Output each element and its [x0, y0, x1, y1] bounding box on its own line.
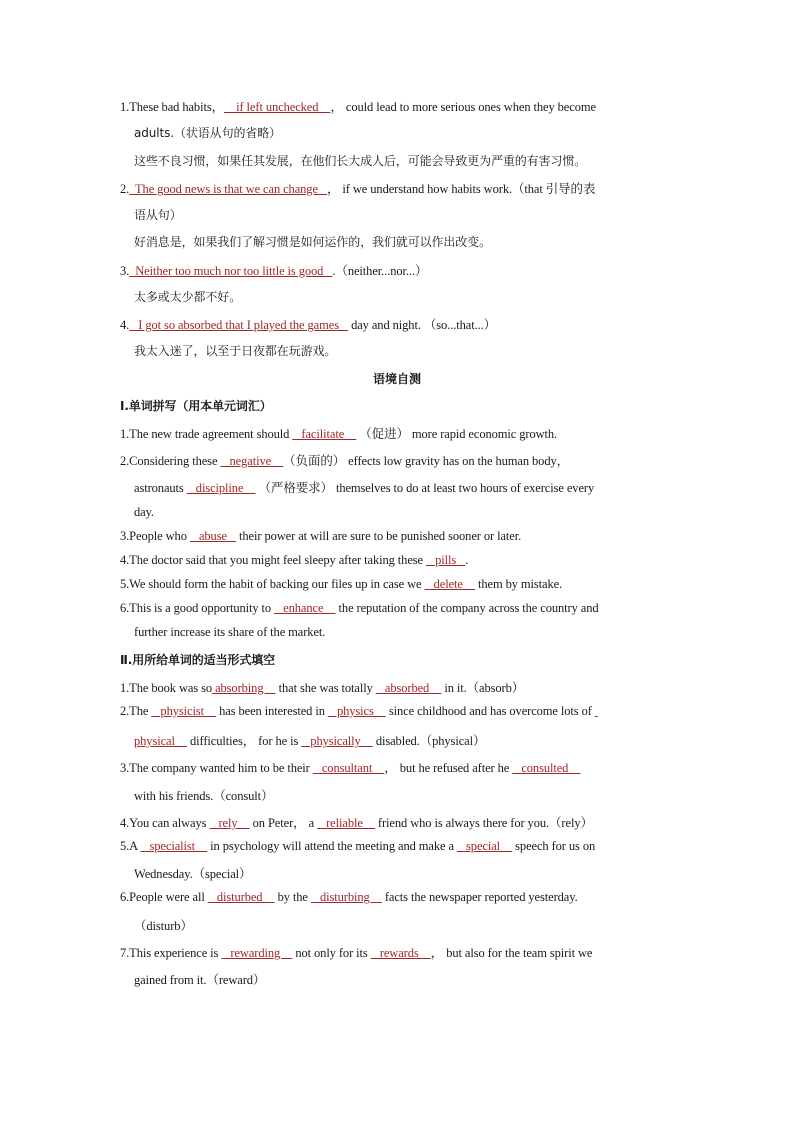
- question-text: 6.People were all: [120, 890, 208, 904]
- answer-blank: reliable: [317, 816, 375, 830]
- answer-blank: disturbing: [310, 890, 382, 904]
- question-text: 5.We should form the habit of backing our files up in case we: [120, 577, 425, 591]
- answer-blank: discipline: [186, 481, 256, 495]
- sentence-1-translation: 这些不良习惯，如果任其发展，在他们长大成人后，可能会导致更为严重的有害习惯。: [134, 154, 587, 168]
- p1-q6-cont: further increase its share of the market.: [134, 625, 326, 639]
- question-text: （促进） more rapid economic growth.: [356, 427, 558, 441]
- p2-q7: [120, 943, 592, 961]
- question-text: them by mistake.: [474, 577, 563, 591]
- question-text: 1.The new trade agreement should: [120, 427, 293, 441]
- answer-blank: The good news is that we can change: [129, 182, 327, 196]
- sentence-4-translation: 我太入迷了，以至于日夜都在玩游戏。: [134, 344, 337, 358]
- answer-blank: physics: [327, 704, 386, 718]
- answer-blank: absorbing: [212, 681, 276, 695]
- item-number: 3.: [120, 264, 130, 278]
- question-text: ， but also for the team spirit we: [430, 946, 593, 960]
- question-text: has been interested in: [216, 704, 328, 718]
- question-text: the reputation of the company across the country and: [335, 601, 599, 615]
- answer-blank: physicist: [151, 704, 217, 718]
- answer-blank: special: [456, 839, 513, 853]
- sentence-3: [120, 261, 427, 279]
- answer-blank: enhance: [274, 601, 336, 615]
- question-text: 2.The: [120, 704, 152, 718]
- question-text: speech for us on: [512, 839, 596, 853]
- item-number: 1.: [120, 100, 130, 114]
- answer-blank: pills: [426, 553, 466, 567]
- question-text: since childhood and has overcome lots of: [385, 704, 595, 718]
- p2-q4: [120, 813, 593, 831]
- question-text: facts the newspaper reported yesterday.: [381, 890, 578, 904]
- answer-blank: I got so absorbed that I played the games: [129, 318, 349, 332]
- p1-q6: [120, 601, 599, 616]
- question-text: in psychology will attend the meeting and make a: [207, 839, 457, 853]
- sentence-4: [120, 315, 496, 333]
- question-text: （负面的） effects low gravity has on the human body，: [283, 454, 570, 468]
- p2-q6: [120, 890, 578, 905]
- p2-q6-cont: （disturb）: [134, 919, 193, 933]
- p1-q1: [120, 424, 557, 442]
- question-text: disabled.（physical）: [372, 734, 486, 748]
- question-text: .: [465, 553, 469, 567]
- question-text: that she was totally: [275, 681, 376, 695]
- p2-q5: [120, 839, 595, 854]
- sentence-2-cont: 语从句）: [134, 208, 182, 222]
- p1-q2-cont2: day.: [134, 505, 154, 519]
- question-text: 5.A: [120, 839, 141, 853]
- sentence-text: day and night. （so...that...）: [348, 318, 497, 332]
- p1-q5: [120, 577, 562, 592]
- answer-blank: physically: [301, 734, 373, 748]
- question-text: 4.The doctor said that you might feel sleepy after taking these: [120, 553, 427, 567]
- p2-q5-cont: Wednesday.（special）: [134, 867, 252, 881]
- question-text: ， but he refused after he: [384, 761, 513, 775]
- part2-heading: Ⅱ.用所给单词的适当形式填空: [120, 653, 276, 667]
- sentence-1: [120, 97, 596, 115]
- question-text: 2.Considering these: [120, 454, 221, 468]
- p2-q2-cont: [134, 731, 485, 749]
- answer-blank: rely: [209, 816, 250, 830]
- question-text: 3.The company wanted him to be their: [120, 761, 313, 775]
- p1-q3: [120, 529, 521, 544]
- answer-blank: [595, 704, 598, 718]
- question-text: on Peter， a: [249, 816, 318, 830]
- question-text: 1.The book was so: [120, 681, 213, 695]
- question-text: in it.（absorb）: [441, 681, 525, 695]
- p2-q3-cont: with his friends.（consult）: [134, 789, 274, 803]
- sentence-2: [120, 179, 595, 197]
- answer-blank: absorbed: [375, 681, 442, 695]
- sentence-text: .（neither...nor...）: [332, 264, 428, 278]
- answer-blank: abuse: [189, 529, 236, 543]
- question-text: difficulties， for he is: [186, 734, 302, 748]
- answer-blank: rewarding: [221, 946, 293, 960]
- question-text: 4.You can always: [120, 816, 210, 830]
- p2-q7-cont: gained from it.（reward）: [134, 973, 266, 987]
- question-text: not only for its: [292, 946, 371, 960]
- sentence-1-cont: adults.（状语从句的省略）: [134, 126, 282, 140]
- p2-q2: [120, 704, 598, 719]
- answer-blank: consultant: [312, 761, 385, 775]
- answer-blank: facilitate: [292, 427, 357, 441]
- p2-q1: [120, 678, 524, 696]
- answer-blank: delete: [424, 577, 475, 591]
- answer-blank: negative: [220, 454, 284, 468]
- sentence-text: ， if we understand how habits work.（that 引导的表: [326, 182, 596, 196]
- answer-blank: disturbed: [207, 890, 275, 904]
- p1-q4: [120, 553, 468, 568]
- question-text: （严格要求） themselves to do at least two hours of exercise every: [255, 481, 595, 495]
- answer-blank: if left unchecked: [224, 100, 331, 114]
- answer-blank: specialist: [140, 839, 208, 853]
- p1-q2-cont: [134, 478, 594, 496]
- answer-blank: Neither too much nor too little is good: [129, 264, 333, 278]
- question-text: 3.People who: [120, 529, 190, 543]
- sentence-3-translation: 太多或太少都不好。: [134, 290, 242, 304]
- part1-heading: Ⅰ.单词拼写（用本单元词汇）: [120, 399, 272, 413]
- question-text: astronauts: [134, 481, 187, 495]
- item-number: 4.: [120, 318, 130, 332]
- answer-blank: rewards: [370, 946, 431, 960]
- sentence-text: These bad habits，: [129, 100, 224, 114]
- answer-blank: physical: [134, 734, 187, 748]
- section-title: 语境自测: [372, 372, 421, 386]
- question-text: 7.This experience is: [120, 946, 222, 960]
- question-text: their power at will are sure to be punished sooner or later.: [236, 529, 522, 543]
- p2-q3: [120, 758, 580, 776]
- question-text: friend who is always there for you.（rely）: [374, 816, 593, 830]
- sentence-2-translation: 好消息是，如果我们了解习惯是如何运作的，我们就可以作出改变。: [134, 235, 492, 249]
- question-text: 6.This is a good opportunity to: [120, 601, 275, 615]
- item-number: 2.: [120, 182, 130, 196]
- answer-blank: consulted: [512, 761, 581, 775]
- p1-q2: [120, 451, 569, 469]
- sentence-text: ， could lead to more serious ones when they become: [330, 100, 596, 114]
- question-text: by the: [274, 890, 311, 904]
